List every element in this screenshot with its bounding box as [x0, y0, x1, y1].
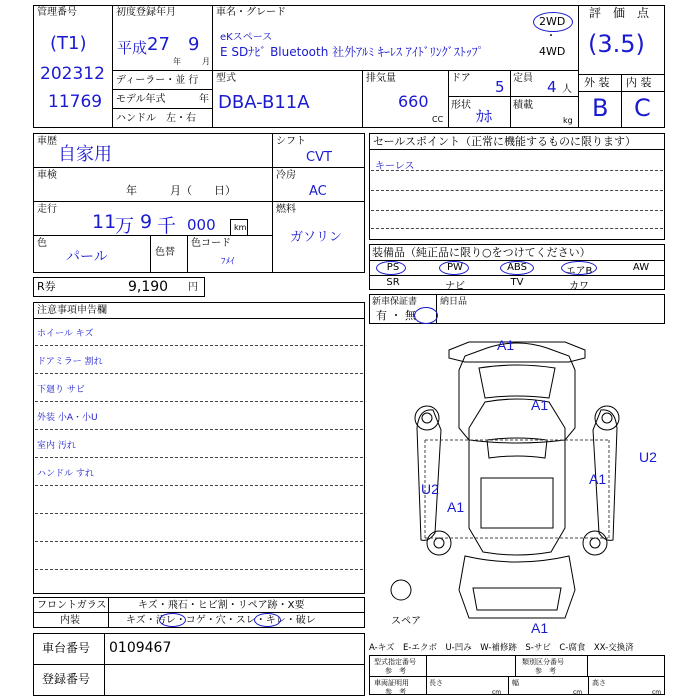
shomei-label: 車両証明用	[374, 679, 409, 687]
equip-ps-circle	[376, 261, 406, 275]
equip-navi: ナビ	[445, 281, 465, 292]
damage-legend: A-キズ E-エクボ U-凹み W-補修跡 S-サビ C-腐食 XX-交換済	[369, 643, 634, 653]
chassis-number: 0109467	[109, 640, 172, 656]
gaiso-grade: B	[592, 94, 609, 122]
recycle-box	[33, 277, 205, 297]
haiki-label: 排気量	[366, 73, 396, 84]
note-item-5: 室内 汚れ	[37, 441, 76, 451]
shareki-label: 車歴	[37, 136, 57, 147]
damage-mark-a1-right: A1	[589, 471, 607, 487]
teiin-unit: 人	[562, 84, 572, 95]
kanri-no2: 11769	[48, 92, 103, 112]
equip-leather: カワ	[569, 281, 589, 292]
nenryo: ガソリン	[290, 230, 343, 245]
chassis-label: 車台番号	[42, 641, 91, 655]
nen-label: 年	[173, 57, 181, 66]
shift-label: シフト	[276, 136, 306, 147]
shaken-label: 車検	[37, 170, 57, 181]
door-label: ドア	[451, 73, 471, 84]
interior-circle-2	[254, 613, 281, 627]
sanko-label-2: 参 考	[535, 667, 556, 675]
equip-abs-circle	[500, 261, 534, 275]
front-glass-label: フロントガラス	[37, 600, 107, 611]
front-glass-text: キズ・飛石・ヒビ割・リペア跡・X要	[138, 600, 305, 611]
equip-aw: AW	[632, 262, 650, 273]
kanri-label: 管理番号	[37, 7, 77, 18]
recycle-amount: 9,190	[128, 279, 169, 295]
sanko-label-3: 参 考	[385, 688, 406, 696]
damage-mark-a1-hood: A1	[531, 397, 549, 413]
soko-sen: 9	[140, 211, 153, 233]
reibo: AC	[309, 184, 327, 199]
interior-label: 内装	[60, 615, 80, 626]
kg-label: kg	[563, 116, 573, 125]
equip-abs: ABS	[507, 262, 527, 273]
drive-dot: ・	[546, 31, 556, 42]
naiso-grade: C	[634, 94, 651, 122]
teiin: 4	[547, 78, 557, 96]
reg-year: 27	[147, 34, 170, 55]
reg-month: 9	[188, 34, 200, 55]
takasa-label: 高さ	[592, 679, 606, 687]
sekisai-label: 積載	[513, 100, 533, 111]
hosho-label: 新車保証書	[372, 297, 418, 307]
hyoka-score: (3.5)	[588, 30, 645, 58]
hyoka-label: 評 価 点	[589, 6, 650, 20]
note-item-3: 下廻り サビ	[37, 385, 85, 395]
damage-mark-a1-rear: A1	[531, 620, 549, 636]
equip-ps: PS	[386, 262, 400, 273]
drive-4wd: 4WD	[539, 45, 566, 58]
sen-label: 千	[157, 215, 177, 237]
equip-tv: TV	[510, 277, 524, 288]
era: 平成	[117, 39, 148, 57]
car-name: eKスペース	[220, 32, 273, 43]
interior-circle-1	[159, 613, 186, 627]
shift: CVT	[306, 150, 332, 165]
sanko-label-1: 参 考	[385, 667, 406, 675]
keijo-label: 形状	[451, 100, 471, 111]
haiki: 660	[398, 92, 429, 111]
equip-pw: PW	[447, 262, 463, 273]
equip-pw-circle	[439, 261, 469, 275]
note-item-6: ハンドル すれ	[37, 469, 94, 479]
nosha-label: 納日品	[440, 297, 468, 307]
equip-airbag: エアB	[565, 266, 593, 277]
kanri-no1: 202312	[40, 64, 105, 84]
ruibetsu-label: 類別区分番号	[522, 658, 564, 666]
irocode: ﾌﾒｲ	[221, 257, 235, 267]
kanri-t: (T1)	[50, 33, 87, 54]
cc-label: CC	[432, 115, 444, 124]
naiso-label: 内 装	[626, 76, 652, 89]
damage-mark-u2-right: U2	[639, 449, 657, 465]
equip-sr: SR	[386, 277, 400, 288]
keijo: ｶﾎ	[476, 107, 493, 126]
irocode-label: 色コード	[191, 238, 231, 249]
cm-label-1: cm	[492, 689, 502, 696]
reibo-label: 冷房	[276, 170, 296, 181]
model-year-unit: 年	[199, 94, 209, 105]
sales-point-1: キーレス	[375, 161, 415, 172]
damage-mark-u2-left: U2	[421, 481, 439, 497]
gaiso-label: 外 装	[584, 76, 610, 89]
recycle-yen: 円	[188, 282, 198, 293]
interior-text: キズ・汚レ・コゲ・穴・スレ・キレ・破レ	[126, 615, 316, 626]
km-label: km	[234, 223, 247, 232]
spare-label: スペア	[391, 616, 421, 627]
iro-label: 色	[37, 238, 47, 249]
soko-rest: 000	[187, 216, 216, 234]
car-diagram	[369, 328, 665, 638]
dealer-label: ディーラー・並 行	[116, 75, 199, 86]
katashiki: DBA-B11A	[218, 92, 310, 113]
man-label: 万	[115, 215, 135, 237]
shareki: 自家用	[58, 144, 112, 165]
note-item-1: ホイール キズ	[37, 329, 94, 339]
hosho-value: 有 ・ 無	[376, 309, 416, 322]
nagasa-label: 長さ	[429, 679, 443, 687]
soko-man: 11	[92, 211, 117, 233]
shaken-text: 年 月（ 日）	[126, 184, 236, 197]
model-year-label: モデル年式	[116, 94, 166, 105]
iro: パール	[66, 249, 108, 265]
sales-title: セールスポイント（正常に機能するものに限ります）	[373, 135, 637, 148]
notes-title: 注意事項申告欄	[37, 305, 107, 316]
hosho-circle	[414, 307, 438, 324]
recycle-label: R券	[37, 280, 56, 293]
haba-label: 幅	[512, 679, 519, 687]
tsuki-label: 月	[202, 57, 210, 66]
name-label: 車名・グレード	[216, 7, 286, 18]
handle-label: ハンドル 左・右	[116, 113, 196, 124]
nenryo-label: 燃料	[276, 204, 296, 215]
damage-mark-a1-left: A1	[447, 499, 465, 515]
grade: E SDﾅﾋﾞ Bluetooth 社外ｱﾙﾐ ｷｰﾚｽ ｱｲﾄﾞﾘﾝｸﾞｽﾄｯﾌﾟ	[220, 45, 484, 59]
doors: 5	[495, 78, 505, 96]
reg-number-label: 登録番号	[42, 672, 91, 686]
katashiki-label: 型式	[216, 73, 236, 84]
katashiki-shitei-label: 型式指定番号	[374, 658, 416, 666]
cm-label-2: cm	[573, 689, 583, 696]
cm-label-3: cm	[652, 689, 662, 696]
irogae-label: 色替	[155, 247, 175, 258]
damage-mark-a1-front: A1	[497, 337, 515, 353]
note-item-2: ドアミラー 割れ	[37, 357, 103, 367]
equip-airbag-circle	[561, 261, 597, 275]
note-item-4: 外装 小A・小U	[37, 413, 98, 423]
shodo-label: 初度登録年月	[116, 7, 176, 18]
equipment-title: 装備品（純正品に限り○をつけてください）	[372, 246, 591, 259]
drive-2wd: 2WD	[539, 15, 566, 28]
teiin-label: 定員	[513, 73, 533, 84]
soko-label: 走行	[37, 204, 57, 215]
